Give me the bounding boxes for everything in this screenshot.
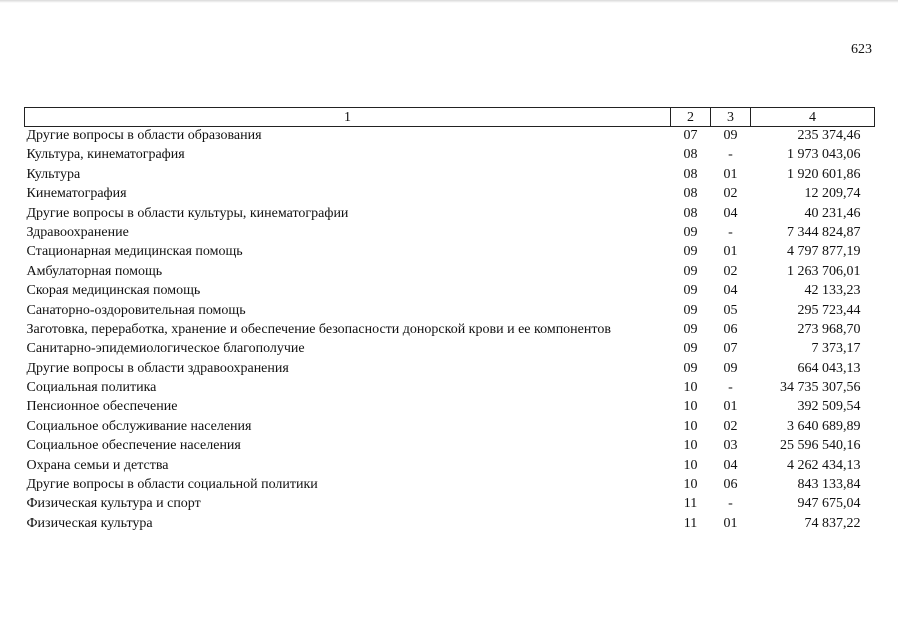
row-subsection-code: 07 <box>723 341 738 357</box>
table-row <box>25 418 875 437</box>
row-subsection-code: 09 <box>723 360 738 376</box>
row-subsection-code: 09 <box>723 128 738 143</box>
row-subsection-code: 04 <box>723 205 738 221</box>
row-subsection-code: 01 <box>723 515 738 531</box>
row-section-code: 09 <box>683 283 698 299</box>
header-name-column: 1 <box>25 108 671 127</box>
row-section-code: 08 <box>683 186 698 202</box>
row-section-code: 10 <box>683 380 698 396</box>
table-row <box>25 360 875 379</box>
row-name-cell: Заготовка, переработка, хранение и обеспечение безопасности донорской крови и ее компонентов <box>26 321 611 337</box>
table-row <box>25 457 875 476</box>
table-row <box>25 263 875 282</box>
row-subsection-code: - <box>728 496 733 512</box>
row-amount: 7 373,17 <box>811 341 861 357</box>
header-row <box>25 108 875 127</box>
row-amount: 392 509,54 <box>797 399 861 415</box>
row-section-code: 10 <box>683 477 698 493</box>
row-name-cell: Другие вопросы в области культуры, кинематографии <box>26 205 349 221</box>
table-row <box>25 224 875 243</box>
row-name-cell: Охрана семьи и детства <box>26 457 169 473</box>
row-section-code: 10 <box>683 399 698 415</box>
table-row <box>25 437 875 456</box>
row-amount: 74 837,22 <box>804 515 861 531</box>
row-name-cell: Санаторно-оздоровительная помощь <box>26 302 246 318</box>
table-row <box>25 379 875 398</box>
row-amount: 12 209,74 <box>804 186 861 202</box>
row-section-code: 09 <box>683 341 698 357</box>
row-amount: 25 596 540,16 <box>780 438 861 454</box>
row-name-cell: Другие вопросы в области здравоохранения <box>26 360 289 376</box>
row-section-code: 10 <box>683 438 698 454</box>
row-subsection-code: 06 <box>723 321 738 337</box>
row-section-code: 11 <box>683 496 698 512</box>
table-row <box>25 127 875 147</box>
row-section-code: 09 <box>683 321 698 337</box>
row-amount: 843 133,84 <box>797 477 861 493</box>
table-row <box>25 146 875 165</box>
table-row <box>25 340 875 359</box>
page-number: 623 <box>851 42 872 57</box>
table-row <box>25 185 875 204</box>
row-name-cell: Физическая культура <box>26 515 153 531</box>
row-name-cell: Санитарно-эпидемиологическое благополучие <box>26 341 305 357</box>
row-name-cell: Культура <box>26 166 81 182</box>
table-row <box>25 398 875 417</box>
row-subsection-code: 01 <box>723 166 738 182</box>
row-name-cell: Кинематография <box>26 186 127 202</box>
row-section-code: 10 <box>683 418 698 434</box>
table-row <box>25 243 875 262</box>
table-row <box>25 515 875 534</box>
table-row <box>25 495 875 514</box>
row-subsection-code: 02 <box>723 263 738 279</box>
row-name-cell: Культура, кинематография <box>26 147 185 163</box>
row-subsection-code: - <box>728 224 733 240</box>
row-amount: 34 735 307,56 <box>780 380 861 396</box>
row-subsection-code: 02 <box>723 418 738 434</box>
table-header <box>25 108 875 127</box>
row-section-code: 09 <box>683 263 698 279</box>
row-name-cell: Стационарная медицинская помощь <box>26 244 243 260</box>
row-amount: 4 262 434,13 <box>787 457 861 473</box>
row-section-code: 08 <box>683 147 698 163</box>
row-amount: 4 797 877,19 <box>787 244 861 260</box>
row-subsection-code: 03 <box>723 438 738 454</box>
row-amount: 235 374,46 <box>797 128 861 143</box>
row-section-code: 08 <box>683 205 698 221</box>
row-subsection-code: - <box>728 147 733 163</box>
table-row <box>25 321 875 340</box>
table-row <box>25 166 875 185</box>
header-section-column: 2 <box>671 108 711 127</box>
row-amount: 42 133,23 <box>804 283 861 299</box>
header-amount-column: 4 <box>751 108 875 127</box>
row-section-code: 10 <box>683 457 698 473</box>
row-subsection-code: 01 <box>723 399 738 415</box>
row-name-cell: Амбулаторная помощь <box>26 263 163 279</box>
table-row <box>25 476 875 495</box>
row-section-code: 09 <box>683 302 698 318</box>
row-section-code: 09 <box>683 224 698 240</box>
table-row <box>25 205 875 224</box>
row-section-code: 11 <box>683 515 698 531</box>
row-amount: 1 973 043,06 <box>787 147 861 163</box>
table-row <box>25 282 875 301</box>
scan-edge <box>0 0 898 3</box>
row-subsection-code: 04 <box>723 457 738 473</box>
row-name-cell: Социальное обеспечение населения <box>26 438 241 454</box>
row-amount: 40 231,46 <box>804 205 861 221</box>
row-subsection-code: 06 <box>723 477 738 493</box>
row-section-code: 07 <box>683 128 698 143</box>
row-amount: 664 043,13 <box>797 360 861 376</box>
row-amount: 1 263 706,01 <box>787 263 861 279</box>
row-amount: 1 920 601,86 <box>787 166 861 182</box>
row-amount: 947 675,04 <box>797 496 861 512</box>
row-section-code: 09 <box>683 360 698 376</box>
table-body <box>25 127 875 535</box>
table-row <box>25 302 875 321</box>
row-name-cell: Здравоохранение <box>26 224 129 240</box>
row-subsection-code: 02 <box>723 186 738 202</box>
row-name-cell: Другие вопросы в области социальной политики <box>26 477 318 493</box>
row-name-cell: Скорая медицинская помощь <box>26 283 201 299</box>
row-name-cell: Пенсионное обеспечение <box>26 399 178 415</box>
row-amount: 295 723,44 <box>797 302 861 318</box>
row-name-cell: Социальная политика <box>26 380 157 396</box>
row-amount: 3 640 689,89 <box>787 418 861 434</box>
row-amount: 273 968,70 <box>797 321 861 337</box>
row-subsection-code: 05 <box>723 302 738 318</box>
row-amount: 7 344 824,87 <box>787 224 861 240</box>
header-subsection-column: 3 <box>711 108 751 127</box>
row-subsection-code: - <box>728 380 733 396</box>
row-section-code: 08 <box>683 166 698 182</box>
row-subsection-code: 01 <box>723 244 738 260</box>
budget-table <box>24 107 875 534</box>
row-name-cell: Другие вопросы в области образования <box>26 128 262 143</box>
row-section-code: 09 <box>683 244 698 260</box>
row-name-cell: Социальное обслуживание населения <box>26 418 252 434</box>
row-subsection-code: 04 <box>723 283 738 299</box>
row-name-cell: Физическая культура и спорт <box>26 496 201 512</box>
